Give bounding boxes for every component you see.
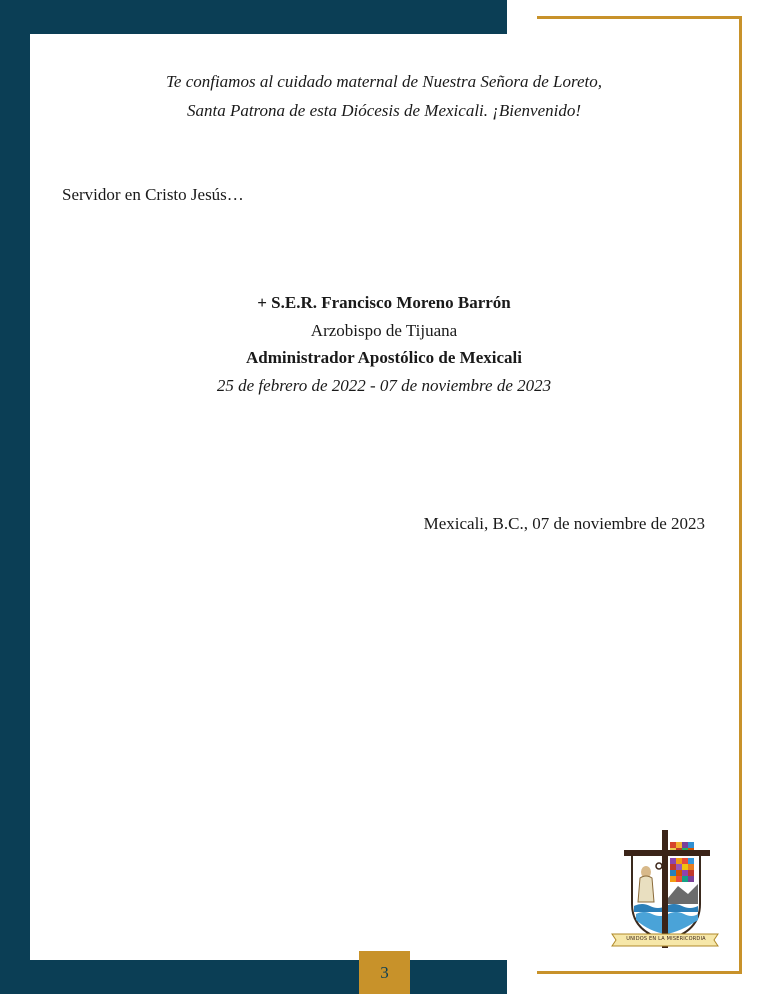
greeting-line-2: Santa Patrona de esta Diócesis de Mexicali. ¡Bienvenido! (186, 101, 582, 120)
signatory-tenure-dates: 25 de febrero de 2022 - 07 de noviembre de 2023 (216, 376, 552, 395)
place-and-date: Mexicali, B.C., 07 de noviembre de 2023 (423, 514, 705, 533)
diocese-crest-logo (610, 828, 722, 952)
signatory-name: + S.E.R. Francisco Moreno Barrón (257, 293, 511, 312)
page-number-box (359, 951, 410, 994)
signatory-title-archbishop: Arzobispo de Tijuana (310, 321, 458, 340)
greeting-line-1: Te confiamos al cuidado maternal de Nuestra Señora de Loreto, (166, 72, 602, 91)
closing-phrase: Servidor en Cristo Jesús… (62, 185, 244, 204)
page-number: 3 (380, 962, 389, 982)
crest-motto: UNIDOS EN LA MISERICORDIA (626, 936, 706, 942)
signatory-title-administrator: Administrador Apostólico de Mexicali (246, 348, 522, 367)
